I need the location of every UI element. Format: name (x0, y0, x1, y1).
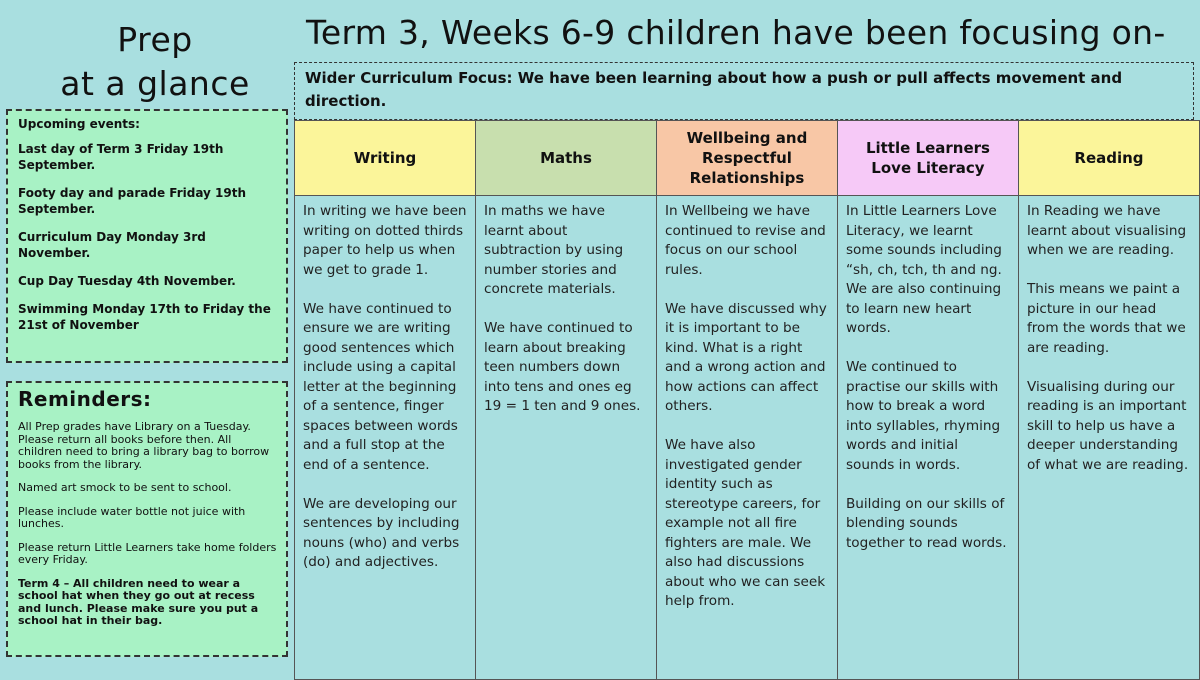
subject-paragraph: We continued to practise our skills with how to break a word into syllables, rhyming words and initial sounds in words. (845, 359, 1001, 473)
reminder-item: Please include water bottle not juice with lunches. (18, 504, 246, 530)
event-item: Swimming Monday 17th to Friday the 21st of November (18, 302, 271, 332)
event-item: Curriculum Day Monday 3rd November. (18, 230, 206, 260)
title-line-prep: Prep (117, 20, 193, 59)
subject-paragraph: We are developing our sentences by including nouns (who) and verbs (do) and adjectives. (303, 495, 460, 570)
title-line-at-a-glance: at a glance (60, 64, 250, 103)
subject-content-writing (295, 196, 476, 680)
wider-curriculum-focus: Wider Curriculum Focus: We have been learning about how a push or pull affects movement and direction. (294, 62, 1194, 120)
subject-paragraph: Visualising during our reading is an important skill to help us have a deeper understanding of what we are reading. (1026, 378, 1189, 473)
main-heading: Term 3, Weeks 6-9 children have been focusing on- (306, 13, 1166, 52)
subject-heading-literacy: Little Learners Love Literacy (837, 121, 1018, 196)
reminder-item: Term 4 – All children need to wear a school hat when they go out at recess and lunch. Please make sure you put a school hat in their bag. (18, 576, 259, 627)
subject-content-wellbeing (656, 196, 837, 680)
subject-content-literacy (837, 196, 1018, 680)
subject-paragraph: In writing we have been writing on dotted thirds paper to help us when we get to grade 1. (303, 203, 467, 278)
reminder-item: Please return Little Learners take home folders every Friday. (18, 540, 277, 566)
subject-paragraph: In Little Learners Love Literacy, we learnt some sounds including “sh, ch, tch, th and ng. We are also continuing to learn new heart words. (845, 203, 1002, 336)
event-item: Last day of Term 3 Friday 19th September. (18, 142, 224, 172)
reminders-box (6, 381, 288, 657)
subjects-table (294, 120, 1200, 680)
subjects-header-row (295, 121, 1200, 196)
subject-heading-maths: Maths (475, 121, 656, 196)
reminder-item: Named art smock to be sent to school. (18, 481, 232, 494)
subjects-content-row (295, 196, 1200, 680)
subject-paragraph: We have also investigated gender identity such as stereotype careers, for example not all fire fighters are male. We also had discussions about who we can seek help from. (664, 437, 826, 609)
event-item: Cup Day Tuesday 4th November. (18, 274, 236, 288)
event-item: Footy day and parade Friday 19th September. (18, 186, 247, 216)
upcoming-events-box (6, 109, 288, 363)
subject-paragraph: In Wellbeing we have continued to revise and focus on our school rules. (664, 203, 826, 278)
subject-paragraph: Building on our skills of blending sounds together to read words. (845, 495, 1007, 551)
subject-content-reading (1018, 196, 1199, 680)
reminders-title: Reminders: (18, 387, 152, 411)
subject-paragraph: In maths we have learnt about subtraction by using number stories and concrete materials. (483, 203, 624, 297)
upcoming-events-title: Upcoming events: (18, 117, 140, 131)
subject-heading-reading: Reading (1018, 121, 1199, 196)
subject-paragraph: This means we paint a picture in our head from the words that we are reading. (1026, 281, 1186, 356)
subject-paragraph: In Reading we have learnt about visualising when we are reading. (1026, 203, 1187, 258)
subject-paragraph: We have discussed why it is important to be kind. What is a right and a wrong action and how actions can affect others. (664, 300, 827, 414)
subject-paragraph: We have continued to ensure we are writing good sentences which include using a capital letter at the beginning of a sentence, finger spaces between words and a full stop at the end of a sentence. (303, 300, 458, 473)
reminder-item: All Prep grades have Library on a Tuesday. Please return all books before then. All children need to bring a library bag to borrow books from the library. (18, 420, 270, 471)
subject-heading-writing: Writing (295, 121, 476, 196)
subject-paragraph: We have continued to learn about breaking teen numbers down into tens and ones eg 19 = 1 ten and 9 ones. (483, 320, 641, 414)
subject-heading-wellbeing: Wellbeing and Respectful Relationships (656, 121, 837, 196)
page-title (20, 18, 290, 106)
subject-content-maths (475, 196, 656, 680)
